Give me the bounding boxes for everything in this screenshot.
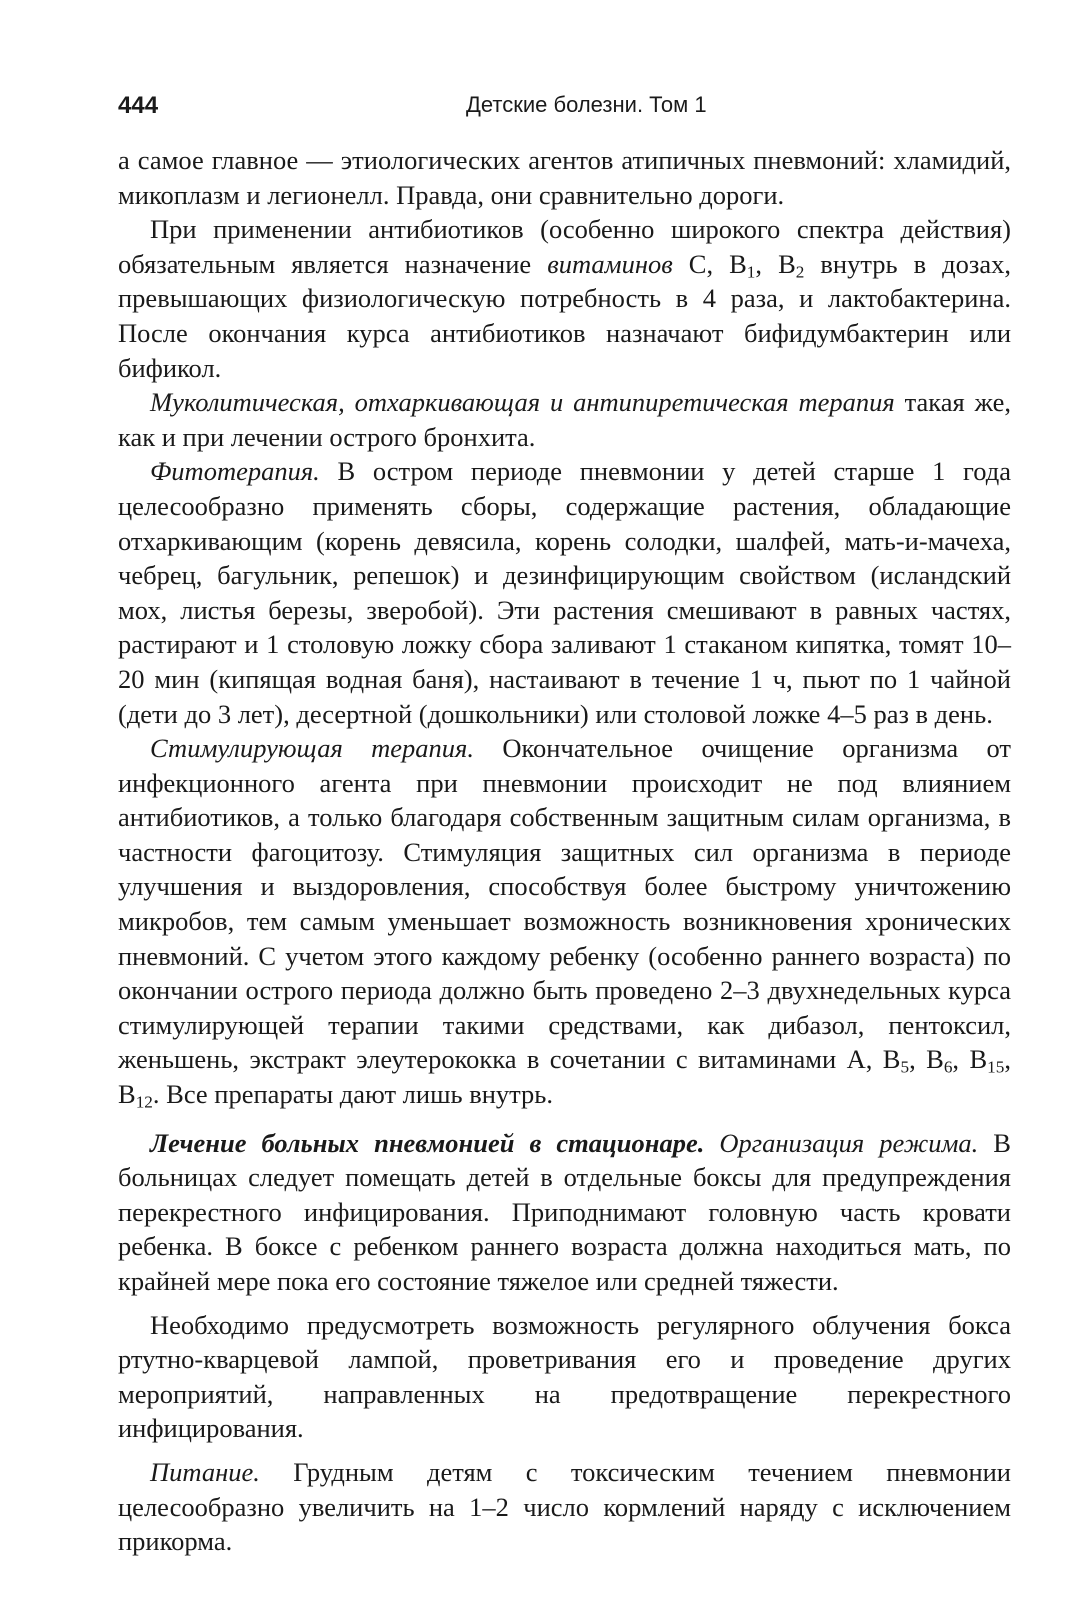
running-title: Детские болезни. Том 1 [466,92,707,117]
term-nutrition: Питание. [150,1456,260,1487]
term-regime: Организация режима. [704,1127,979,1158]
paragraph-continuation: а самое главное — этиологических агентов атипичных пневмоний: хламидий, микоплазм и легионелл. Правда, они сравнительно дороги. [118,145,1011,210]
term-vitamins: витаминов [547,248,673,279]
paragraph-hospital-treatment: Лечение больных пневмонией в стационаре. Организация режима. В больницах следует помещать детей в отдельные боксы для предупреждения перекрестного инфицирования. Приподнимают головную часть кровати ребенка. В боксе с ребенком раннего возраста должна находиться мать, по крайней мере пока его состояние тяжелое или средней тяжести. [118,1127,1011,1296]
paragraph-nutrition: Питание. Грудным детям с токсическим течением пневмонии целесообразно увеличить на 1–2 число кормлений наряду с исключением прикорма. [118,1456,1011,1557]
paragraph-phytotherapy: Фитотерапия. В остром периоде пневмонии у детей старше 1 года целесообразно применять сборы, содержащие растения, обладающие отхаркивающим (корень девясила, корень солодки, шалфей, мать-и-мачеха, чебрец, багульник, репешок) и дезинфицирующим свойством (исландский мох, листья березы, зверобой). Эти растения смешивают в равных частях, растирают и 1 столовую ложку сбора заливают 1 стаканом кипятка, томят 10–20 мин (кипящая водная баня), настаивают в течение 1 ч, пьют по 1 чайной (дети до 3 лет), десертной (дошкольники) или столовой ложке 4–5 раз в день. [118,456,1011,729]
term-phytotherapy: Фитотерапия. [150,456,320,487]
page-header [118,92,1011,126]
paragraph-quartz-lamp: Необходимо предусмотреть возможность регулярного облучения бокса ртутно-кварцевой лампой, проветривания его и проведение других мероприятий, направленных на предотвращение перекрестного инфицирования. [118,1309,1011,1444]
paragraph-antibiotics-vitamins: При применении антибиотиков (особенно широкого спектра действия) обязательным является назначение витаминов С, $В_1$, $В_2$ внутрь в дозах, превышающих физиологическую потребность в 4 раза, и лактобактерина. После окончания курса антибиотиков назначают бифидумбактерин или бификол. [118,214,1011,383]
paragraph-mucolytic-therapy: Муколитическая, отхаркивающая и антипиретическая терапия такая же, как и при лечении острого бронхита. [118,387,1011,452]
term-mucolytic: Муколитическая, отхаркивающая и антипиретическая терапия [150,387,895,418]
term-stimulating: Стимулирующая терапия. [150,733,475,764]
paragraph-stimulating-therapy: Стимулирующая терапия. Окончательное очищение организма от инфекционного агента при пневмонии происходит не под влиянием антибиотиков, а только благодаря собственным защитным силам организма, в частности фагоцитозу. Стимуляция защитных сил организма в периоде улучшения и выздоровления, способствуя более быстрому уничтожению микробов, тем самым уменьшает возможность возникновения хронических пневмоний. С учетом этого каждому ребенку (особенно раннего возраста) по окончании острого периода должно быть проведено 2–3 двухнедельных курса стимулирующей терапии такими средствами, как дибазол, пентоксил, женьшень, экстракт элеутерококка в сочетании с витаминами А, $В_5$, $В_6$, $В_{15}$, $В_{12}$. Все препараты дают лишь внутрь. [118,733,1011,1112]
page-number: 444 [118,92,159,119]
section-heading-hospital: Лечение больных пневмонией в стационаре. [150,1127,705,1158]
page-body [118,143,1011,1559]
